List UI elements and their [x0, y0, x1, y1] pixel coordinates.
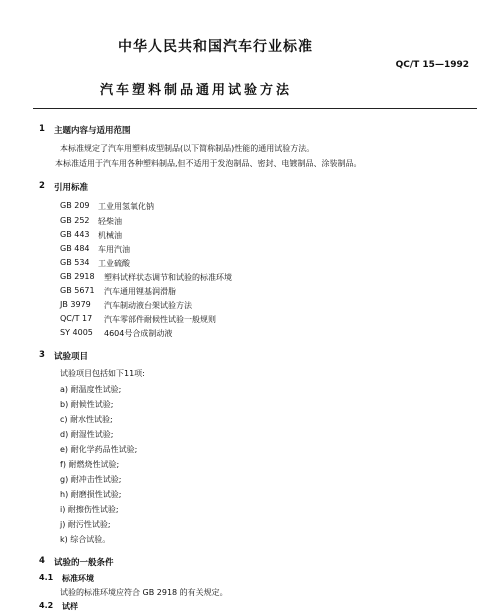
subsection-4-2-number: 4.2	[39, 601, 54, 610]
section-1-heading: 主题内容与适用范围	[54, 126, 131, 136]
reference-name: 工业用氢氧化钠	[98, 202, 154, 211]
subsection-4-1-text: 试验的标准环境应符合 GB 2918 的有关规定。	[60, 588, 228, 597]
reference-name: 塑料试样状态调节和试验的标准环境	[104, 273, 232, 282]
subsection-4-1-heading: 标准环境	[62, 574, 94, 583]
test-item: e) 耐化学药品性试验;	[60, 445, 138, 454]
section-1-number: 1	[39, 124, 45, 134]
reference-name: 汽车零部件耐候性试验一般规则	[104, 315, 216, 324]
test-item: a) 耐温度性试验;	[60, 385, 122, 394]
test-item: c) 耐水性试验;	[60, 415, 113, 424]
reference-code: GB 443	[60, 230, 90, 239]
document-title: 汽车塑料制品通用试验方法	[100, 83, 293, 98]
reference-code: GB 209	[60, 201, 90, 210]
reference-code: GB 2918	[60, 272, 95, 281]
test-item: k) 综合试验。	[60, 535, 111, 544]
section-2-heading: 引用标准	[54, 183, 89, 193]
standard-code: QC/T 15—1992	[395, 60, 469, 70]
test-item: g) 耐冲击性试验;	[60, 475, 122, 484]
reference-code: JB 3979	[60, 300, 91, 309]
section-2-number: 2	[39, 181, 45, 191]
section-4-heading: 试验的一般条件	[54, 558, 114, 568]
reference-name: 汽车制动液台架试验方法	[104, 301, 192, 310]
reference-name: 机械油	[98, 231, 122, 240]
reference-name: 汽车通用锂基润滑脂	[104, 287, 176, 296]
test-item: i) 耐擦伤性试验;	[60, 505, 119, 514]
reference-name: 车用汽油	[98, 245, 130, 254]
section-3-intro: 试验项目包括如下11项:	[60, 369, 145, 378]
title-divider	[33, 108, 477, 109]
reference-name: 工业硫酸	[98, 259, 130, 268]
reference-name: 4604号合成制动液	[104, 329, 173, 338]
reference-code: GB 484	[60, 244, 90, 253]
subsection-4-1-number: 4.1	[39, 573, 54, 582]
section-3-heading: 试验项目	[54, 352, 89, 362]
industry-standard-heading: 中华人民共和国汽车行业标准	[118, 39, 313, 55]
test-item: h) 耐磨损性试验;	[60, 490, 122, 499]
reference-code: GB 534	[60, 258, 90, 267]
section-4-number: 4	[39, 556, 45, 566]
reference-code: SY 4005	[60, 328, 93, 337]
test-item: j) 耐污性试验;	[60, 520, 111, 529]
reference-code: QC/T 17	[60, 314, 93, 323]
section-1-paragraph-1: 本标准规定了汽车用塑料成型制品(以下简称制品)性能的通用试验方法。	[60, 144, 315, 153]
test-item: d) 耐湿性试验;	[60, 430, 114, 439]
reference-code: GB 5671	[60, 286, 95, 295]
test-item: b) 耐候性试验;	[60, 400, 114, 409]
test-item: f) 耐燃烧性试验;	[60, 460, 120, 469]
section-3-number: 3	[39, 350, 45, 360]
section-1-paragraph-2: 本标准适用于汽车用各种塑料制品,但不适用于发泡制品、密封、电镀制品、涂装制品。	[55, 159, 362, 168]
subsection-4-2-heading: 试样	[62, 602, 78, 611]
reference-name: 轻柴油	[98, 217, 122, 226]
reference-code: GB 252	[60, 216, 90, 225]
